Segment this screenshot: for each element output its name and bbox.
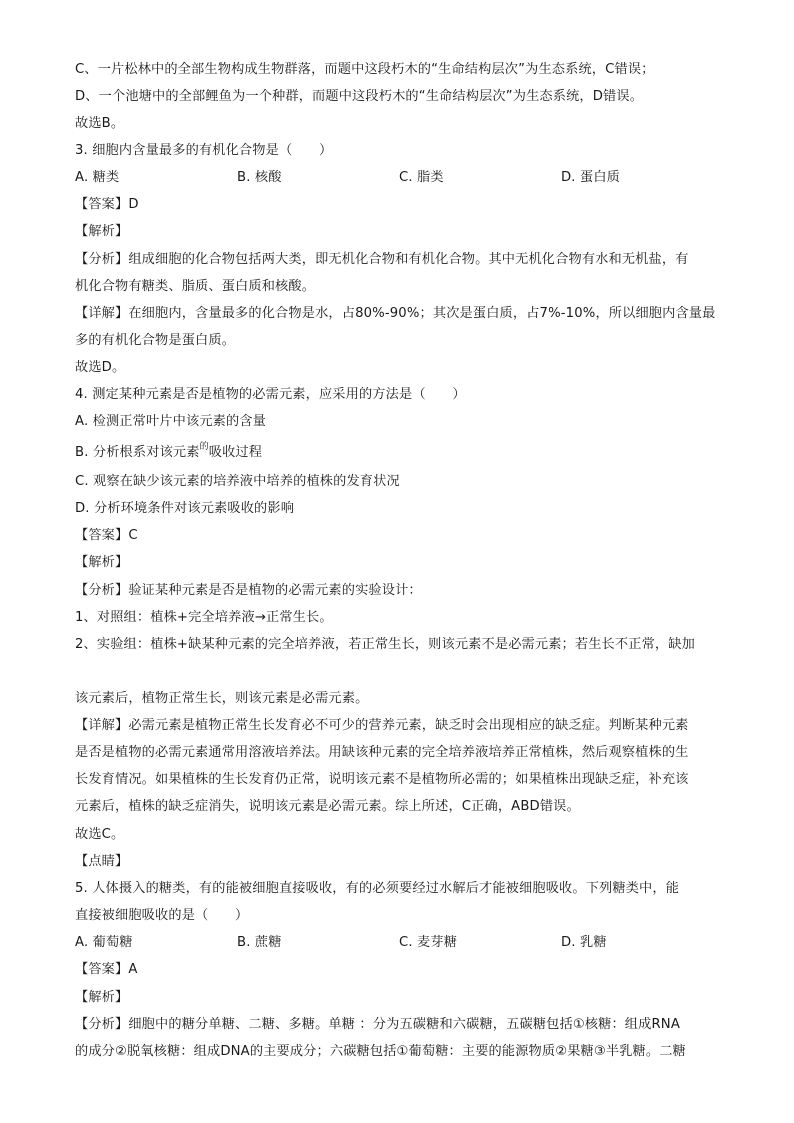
option-b: B. 核酸 [237,170,282,185]
text-line: 【分析】细胞中的糖分单糖、二糖、多糖。单糖 ：分为五碳糖和六碳糖，五碳糖包括①核糖：组成RNA [75,1017,680,1032]
text-line: 多的有机化合物是蛋白质。 [75,333,236,348]
question-5-options [75,934,725,952]
option-d: D. 蛋白质 [561,170,621,185]
text-line: 故选D。 [75,360,126,375]
question-5: 5. 人体摄入的糖类，有的能被细胞直接吸收，有的必须要经过水解后才能被细胞吸收。下列糖类中，能 [75,881,680,896]
option-a: A. 糖类 [75,170,120,185]
text-line: C、一片松林中的全部生物构成生物群落，而题中这段朽木的“生命结构层次”为生态系统，C错误； [75,62,655,77]
text-line: 故选C。 [75,827,125,842]
question-3-options [75,169,725,187]
analysis-heading: 【解析】 [75,224,129,239]
question-5-continued: 直接被细胞吸收的是（ ） [75,908,249,923]
text-line: 1、对照组：植株+完全培养液→正常生长。 [75,610,333,625]
question-3: 3. 细胞内含量最多的有机化合物是（ ） [75,143,333,158]
text-line: 的成分②脱氧核糖：组成DNA的主要成分；六碳糖包括①葡萄糖：主要的能源物质②果糖③半乳糖。二糖 [75,1044,686,1059]
text-line: 该元素后，植物正常生长，则该元素是必需元素。 [75,691,369,706]
text-line: 长发育情况。如果植株的生长发育仍正常，说明该元素不是植物所必需的；如果植株出现缺乏症，补充该 [75,772,689,787]
option-d: D. 乳糖 [561,935,607,950]
text-line: 【详解】在细胞内，含量最多的化合物是水，占80%-90%；其次是蛋白质，占7%-10%，所以细胞内含量最 [75,306,716,321]
superscript-char: 的 [199,442,209,452]
text-line: 故选B。 [75,116,125,131]
text-line: 【详解】必需元素是植物正常生长发育必不可少的营养元素，缺乏时会出现相应的缺乏症。判断某种元素 [75,718,689,733]
answer-tag: 【答案】A [75,962,138,977]
answer-tag: 【答案】C [75,528,138,543]
option-b-text-end: 吸收过程 [208,445,263,460]
option-b [75,444,725,463]
answer-tag: 【答案】D [75,197,139,212]
analysis-heading: 【解析】 [75,990,129,1005]
option-a: A. 检测正常叶片中该元素的含量 [75,414,267,429]
text-line: 【分析】验证某种元素是否是植物的必需元素的实验设计： [75,583,422,598]
text-line: 是否是植物的必需元素通常用溶液培养法。用缺该种元素的完全培养液培养正常植株，然后观察植株的生 [75,745,689,760]
option-b-text: B. 分析根系对该元素 [75,445,200,460]
option-c: C. 脂类 [399,170,444,185]
text-line: 2、实验组：植株+缺某种元素的完全培养液，若正常生长，则该元素不是必需元素；若生长不正常，缺加 [75,637,695,652]
comment-heading: 【点睛】 [75,854,129,869]
option-c: C. 观察在缺少该元素的培养液中培养的植株的发育状况 [75,474,400,489]
text-line: 【分析】组成细胞的化合物包括两大类，即无机化合物和有机化合物。其中无机化合物有水和无机盐，有 [75,252,689,267]
question-4: 4. 测定某种元素是否是植物的必需元素，应采用的方法是（ ） [75,387,466,402]
option-c: C. 麦芽糖 [399,935,458,950]
text-line: D、一个池塘中的全部鲤鱼为一个种群，而题中这段朽木的“生命结构层次”为生态系统，D错误。 [75,89,644,104]
text-line: 元素后，植株的缺乏症消失，说明该元素是必需元素。综上所述，C正确，ABD错误。 [75,799,580,814]
option-d: D. 分析环境条件对该元素吸收的影响 [75,501,295,516]
text-line: 机化合物有糖类、脂质、蛋白质和核酸。 [75,279,316,294]
analysis-heading: 【解析】 [75,555,129,570]
option-b: B. 蔗糖 [237,935,282,950]
option-a: A. 葡萄糖 [75,935,133,950]
